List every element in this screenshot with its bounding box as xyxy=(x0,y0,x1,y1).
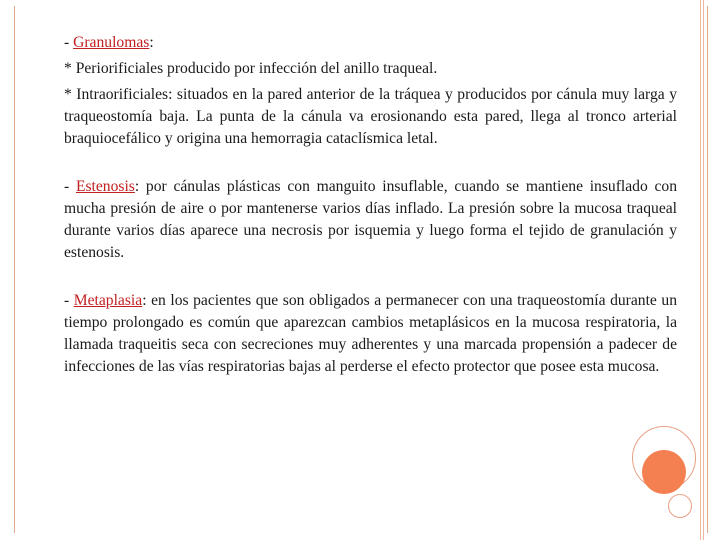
periorificiales-text: * Periorificiales producido por infección del anillo traqueal. xyxy=(64,60,438,77)
decorative-circle-outline-small xyxy=(668,494,692,518)
term-estenosis: Estenosis xyxy=(75,178,135,195)
metaplasia-text: : en los pacientes que son obligados a permanecer con una traqueostomía durante un tiempo prolongado es común que aparezcan cambios metaplásicos en la mucosa respiratoria, la llamada traqueitis seca con secreciones muy adherentes y una marcada propensión a padecer de infecciones de las vías respiratorias bajas al perderse el efecto protector que posee esta mucosa. xyxy=(64,292,677,375)
term-metaplasia: Metaplasia xyxy=(73,292,143,309)
estenosis-paragraph xyxy=(64,176,677,264)
granulomas-heading xyxy=(64,32,677,54)
estenosis-text: : por cánulas plásticas con manguito insuflable, cuando se mantiene insuflado con mucha presión de aire o por mantenerse varios días inflado. La presión sobre la mucosa traqueal durante varios días aparece una necrosis por isquemia y luego forma el tejido de granulación y estenosis. xyxy=(64,178,677,261)
granulomas-periorificiales xyxy=(64,58,677,80)
bullet-prefix: - xyxy=(64,178,76,195)
metaplasia-paragraph xyxy=(64,290,677,378)
decorative-line xyxy=(700,0,701,540)
bullet-prefix: - xyxy=(64,34,74,51)
slide-content xyxy=(64,32,677,378)
colon: : xyxy=(149,34,154,51)
decorative-circle-filled xyxy=(642,450,686,494)
decorative-line xyxy=(703,0,704,540)
intraorificiales-text: * Intraorificiales: situados en la pared anterior de la tráquea y producidos por cánula muy larga y traqueostomía baja. La punta de la cánula va erosionando esta pared, llega al tronco arterial braquiocefálico y origina una hemorragia cataclísmica letal. xyxy=(64,86,677,147)
term-granulomas: Granulomas xyxy=(73,34,150,51)
granulomas-intraorificiales xyxy=(64,84,677,150)
bullet-prefix: - xyxy=(64,292,74,309)
